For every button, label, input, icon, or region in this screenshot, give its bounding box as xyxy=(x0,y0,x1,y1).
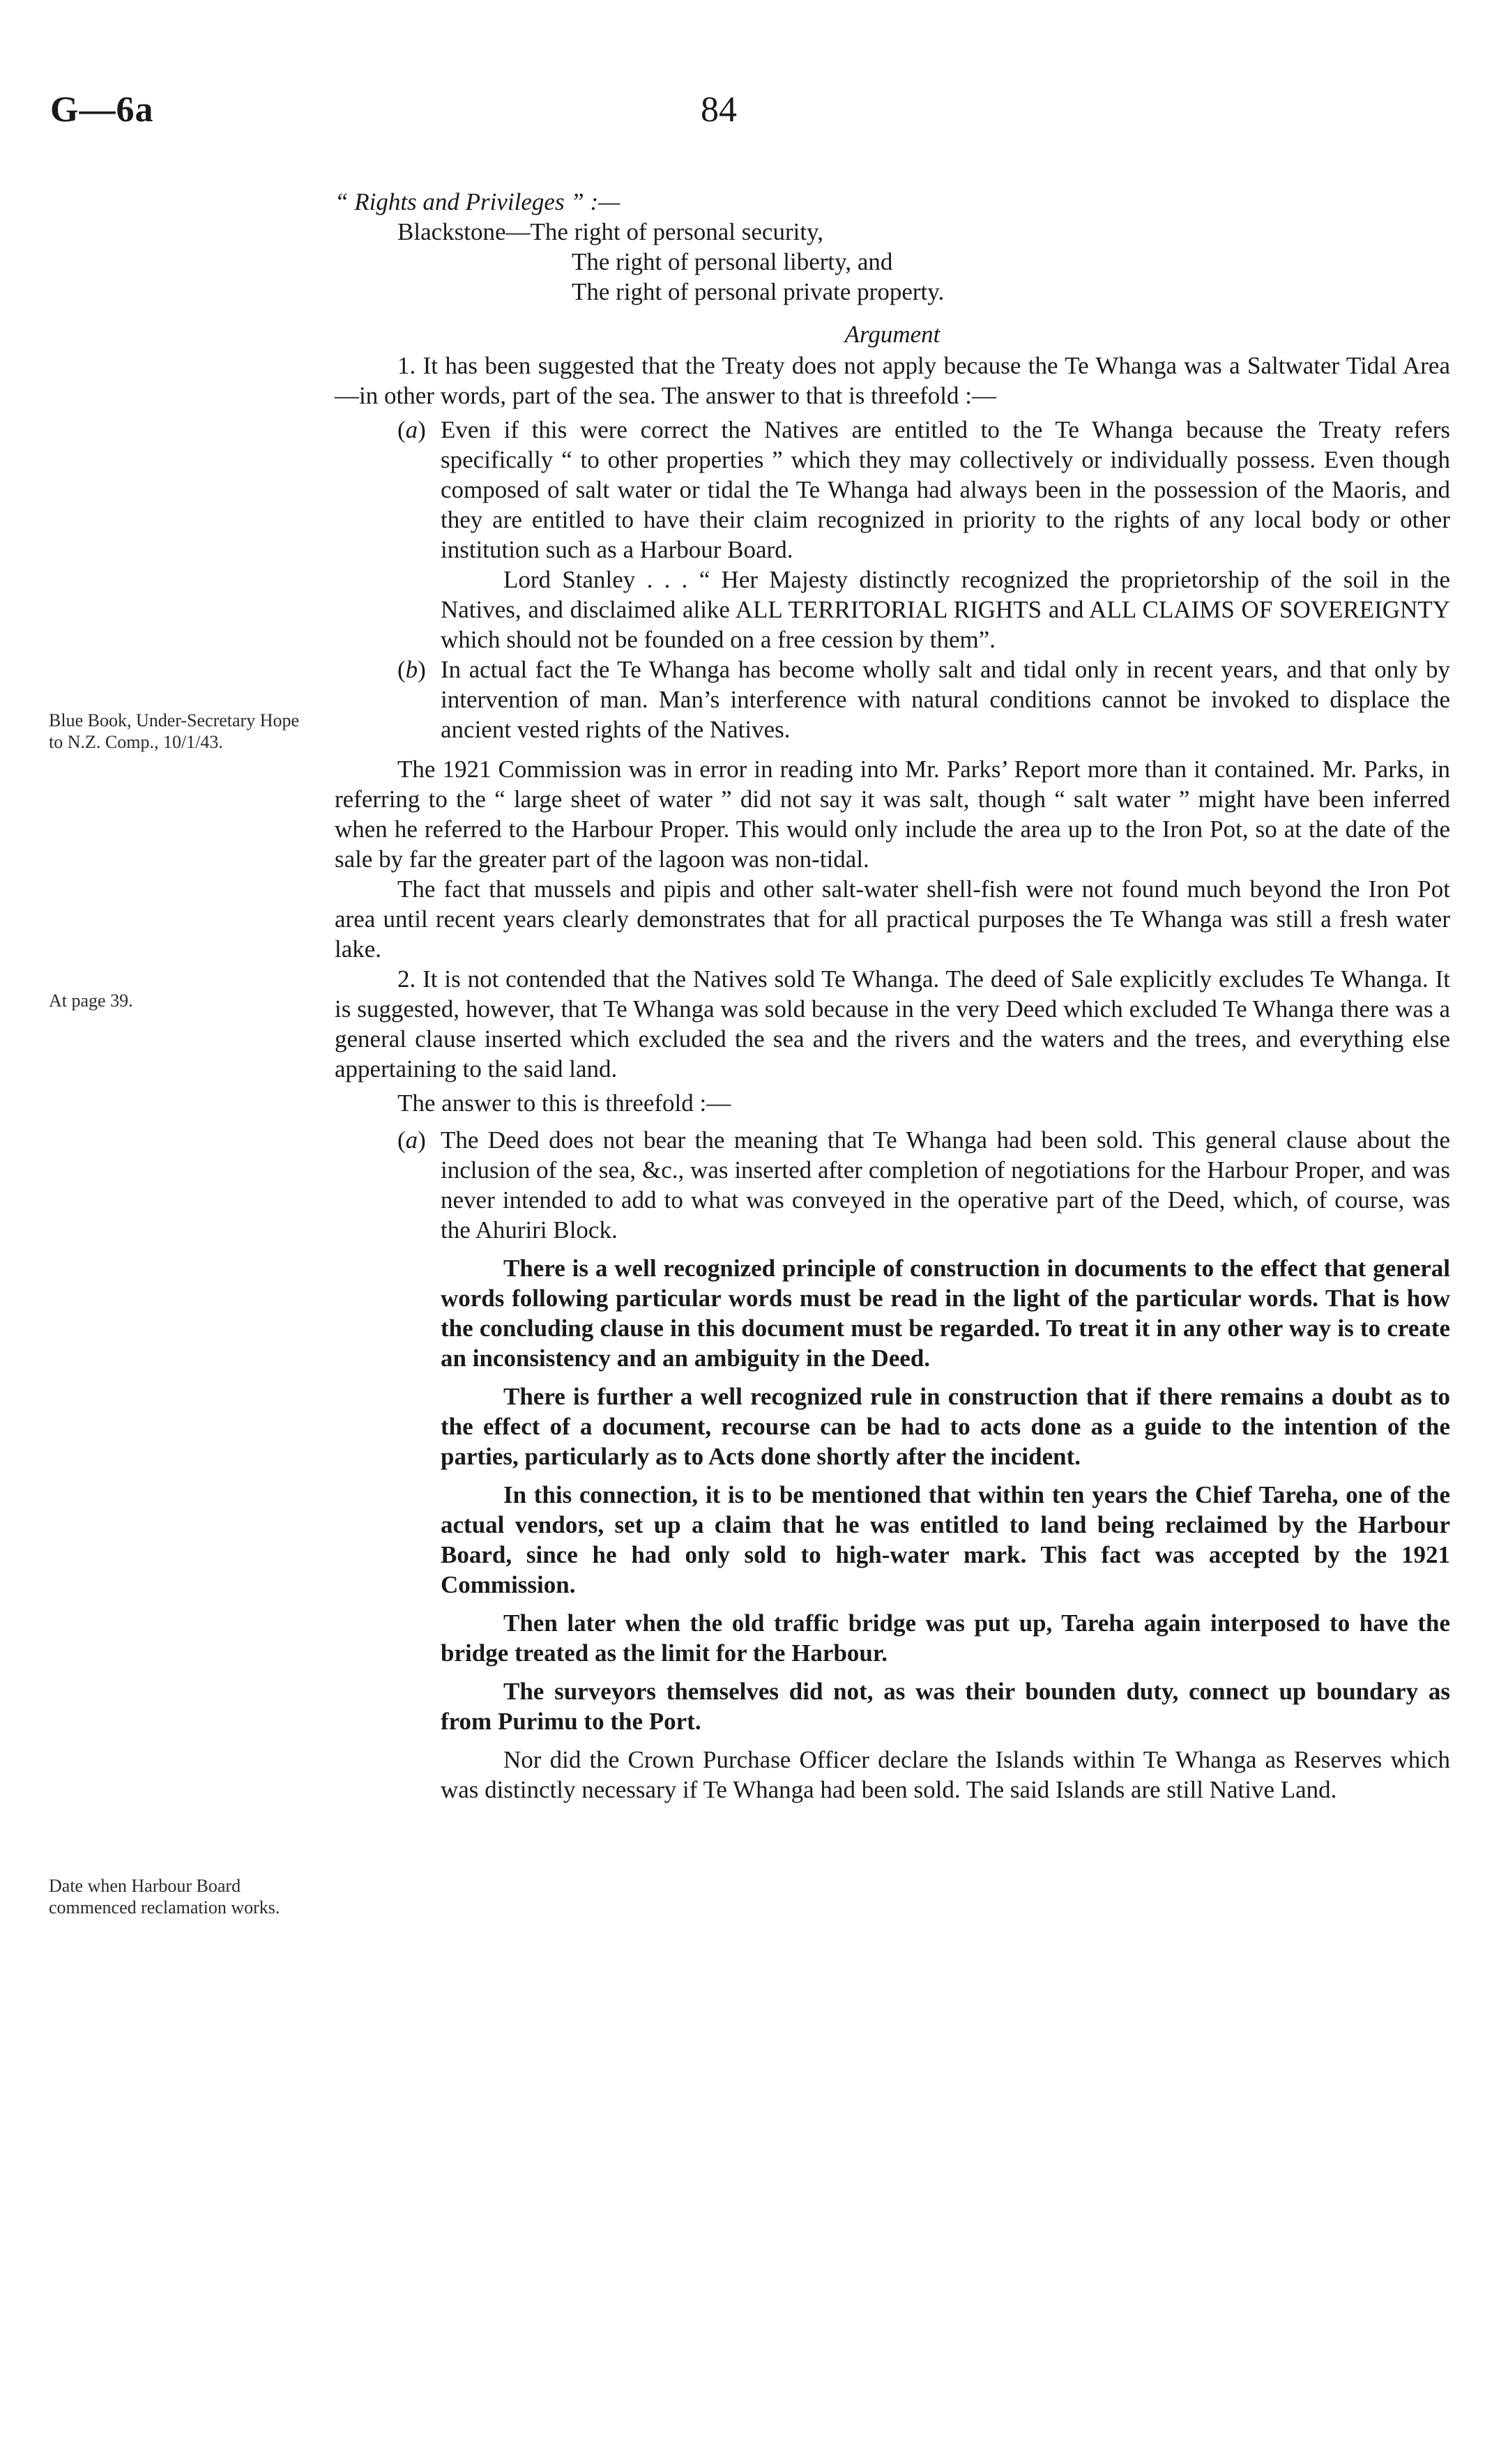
blackstone-quote xyxy=(335,217,1450,307)
list-item-2a xyxy=(335,1125,1450,1245)
list-item-text: In actual fact the Te Whanga has become wholly salt and tidal only in recent years, and that only by intervention of man. Man’s interference with natural conditions cannot be invoked to displace the ancient vested rights of the Natives. xyxy=(441,656,1450,743)
main-text-column xyxy=(335,187,1450,1805)
margin-note-harbour-board: Date when Harbour Board commenced reclamation works. xyxy=(49,1876,280,1918)
list-item-text: The Deed does not bear the meaning that Te Whanga had been sold. This general clause about the inclusion of the sea, &c., was inserted after completion of negotiations for the Harbour Proper, and was never intended to add to what was conveyed in the operative part of the Deed, which, of course, was the Ahuriri Block. xyxy=(441,1126,1450,1244)
list-label: (a) xyxy=(397,1126,426,1154)
crown-purchase-paragraph: Nor did the Crown Purchase Officer declare the Islands within Te Whanga as Reserves which was distinctly necessary if Te Whanga had been sold. The said Islands are still Native Land. xyxy=(441,1746,1450,1803)
list-item-1b xyxy=(335,655,1450,744)
paragraph-1: 1. It has been suggested that the Treaty does not apply because the Te Whanga was a Saltwater Tidal Area—in other words, part of the sea. The answer to that is threefold :— xyxy=(335,352,1450,409)
paragraph-2: 2. It is not contended that the Natives sold Te Whanga. The deed of Sale explicitly excludes Te Whanga. It is suggested, however, that Te Whanga was sold because in the very Deed which excluded Te Whanga there was a general clause inserted which excluded the sea and the rivers and the waters and the trees, and everything else appertaining to the said land. xyxy=(335,965,1450,1082)
list-item-text: Even if this were correct the Natives are entitled to the Te Whanga because the Treaty refers specifically “ to other properties ” which they may collectively or individually possess. Even though composed of salt water or tidal the Te Whanga had always been in the possession of the Maoris, and they are entitled to have their claim recognized in priority to the rights of any local body or other institution such as a Harbour Board. xyxy=(441,416,1450,563)
rule-paragraph: There is further a well recognized rule in construction that if there remains a doubt as to the effect of a document, recourse can be had to acts done as a guide to the intention of the parties, particularly as to Acts done shortly after the incident. xyxy=(441,1383,1450,1470)
list-label: (a) xyxy=(397,416,426,443)
paragraph-2-answer: The answer to this is threefold :— xyxy=(397,1089,731,1117)
list-item-1a xyxy=(335,415,1450,565)
margin-note-at-page: At page 39. xyxy=(49,990,133,1011)
lord-stanley-quote: Lord Stanley . . . “ Her Majesty distinctly recognized the proprietorship of the soil in the Natives, and disclaimed alike ALL TERRITORIAL RIGHTS and ALL CLAIMS OF SOVEREIGNTY which should not be founded on a free cession by them”. xyxy=(441,566,1450,653)
bridge-paragraph: Then later when the old traffic bridge was put up, Tareha again interposed to have the bridge treated as the limit for the Harbour. xyxy=(441,1609,1450,1667)
blackstone-line: Blackstone—The right of personal security, xyxy=(397,218,824,245)
argument-heading: Argument xyxy=(844,321,940,348)
tareha-paragraph: In this connection, it is to be mentioned that within ten years the Chief Tareha, one of the actual vendors, set up a claim that he was entitled to land being reclaimed by the Harbour Board, since he had only sold to high-water mark. This fact was accepted by the 1921 Commission. xyxy=(441,1481,1450,1598)
rights-privileges-heading: “ Rights and Privileges ” :— xyxy=(335,188,620,215)
page-number: 84 xyxy=(701,90,737,130)
surveyors-paragraph: The surveyors themselves did not, as was their bounden duty, connect up boundary as from Purimu to the Port. xyxy=(441,1678,1450,1735)
bold-section xyxy=(335,1125,1450,1805)
paragraph-mussels: The fact that mussels and pipis and other salt-water shell-fish were not found much beyond the Iron Pot area until recent years clearly demonstrates that for all practical purposes the Te Whanga was still a fresh water lake. xyxy=(335,875,1450,963)
document-code: G—6a xyxy=(50,90,154,130)
paragraph-1921-commission: The 1921 Commission was in error in reading into Mr. Parks’ Report more than it contained. Mr. Parks, in referring to the “ large sheet of water ” did not say it was salt, though “ salt water ” might have been inferred when he referred to the Harbour Proper. This would only include the area up to the Iron Pot, so at the date of the sale by far the greater part of the lagoon was non-tidal. xyxy=(335,756,1450,873)
margin-note-blue-book: Blue Book, Under-Secretary Hope to N.Z. Comp., 10/1/43. xyxy=(49,710,300,752)
blackstone-line: The right of personal liberty, and xyxy=(572,248,893,275)
list-label: (b) xyxy=(397,656,426,683)
principle-paragraph: There is a well recognized principle of construction in documents to the effect that general words following particular words must be read in the light of the particular words. That is how the concluding clause in this document must be regarded. To treat it in any other way is to create an inconsistency and an ambiguity in the Deed. xyxy=(441,1255,1450,1372)
blackstone-line: The right of personal private property. xyxy=(572,278,945,305)
